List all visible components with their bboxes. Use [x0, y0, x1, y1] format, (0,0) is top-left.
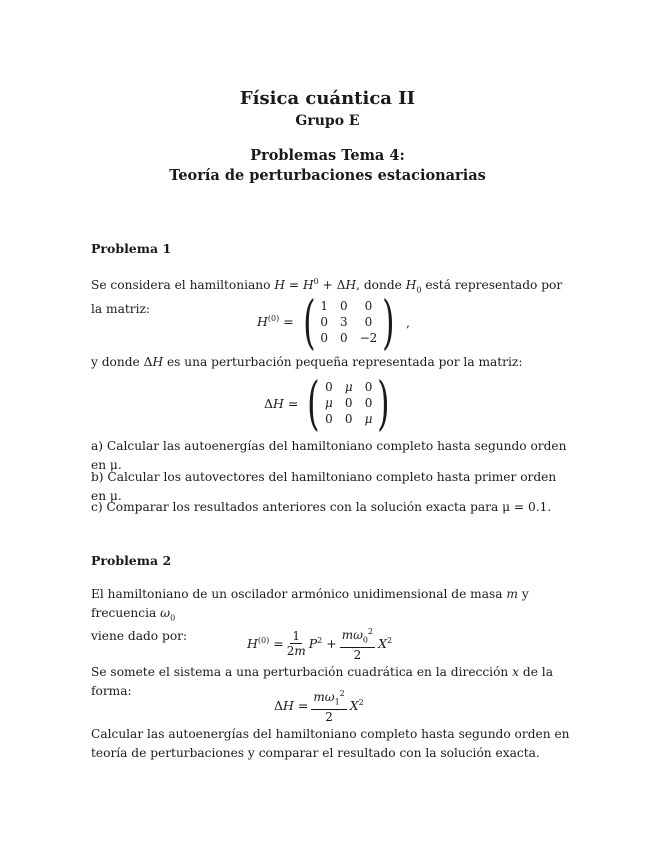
problem1-intro: Se considera el hamiltoniano $H = H^0 + \Delta H$, donde $H_0$ está representado por la matriz:	[91, 277, 563, 316]
matrix-cell: 0	[364, 299, 373, 313]
document-title: Física cuántica II	[239, 88, 416, 109]
matrix-cell: 0	[364, 380, 373, 394]
dh-matrix-equation: ΔH = ( 0 μ 0 μ 0 0 0 0 μ )	[264, 369, 391, 437]
problem2-mid: Se somete el sistema a una perturbación cuadrática en la dirección x de la forma:	[91, 665, 553, 698]
matrix-cell: −2	[359, 331, 378, 345]
matrix-cell: 0	[339, 299, 348, 313]
matrix-cell: 0	[320, 315, 328, 329]
problem1-item-c: c) Comparar los resultados anteriores con la solución exacta para μ = 0.1.	[91, 500, 552, 514]
problem2-heading: Problema 2	[91, 553, 172, 568]
matrix-cell: 0	[339, 331, 348, 345]
matrix-cell: 0	[344, 396, 353, 410]
matrix-cell: 0	[325, 380, 333, 394]
matrix-cell: 0	[364, 315, 373, 329]
h0-matrix	[320, 296, 377, 348]
oscillator-hamiltonian-equation: $H^{(0)}$ = $\frac{1}{2m}$ $P^2$ + $\frac{m\omega_0^2}{2}$ $X^2$	[247, 627, 393, 663]
problem1-heading: Problema 1	[91, 241, 172, 256]
problem1-item-b: b) Calcular los autovectores del hamiltoniano completo hasta primer orden en μ.	[91, 470, 557, 503]
group-label: Grupo E	[295, 113, 360, 129]
topic-heading-line1: Problemas Tema 4:	[250, 147, 405, 164]
matrix-cell: 0	[320, 331, 328, 345]
problem2-intro: El hamiltoniano de un oscilador armónico unidimensional de masa m y frecuencia $\omega_0$ viene dado por:	[91, 587, 529, 644]
h0-matrix-equation: $H^{(0)}$ = ( 1 0 0 0 3 0 0 0 −2 ) ,	[257, 288, 410, 356]
matrix-cell: μ	[364, 412, 373, 426]
topic-heading-line2: Teoría de perturbaciones estacionarias	[169, 167, 486, 184]
problem1-mid: y donde ΔH es una perturbación pequeña representada por la matriz:	[91, 355, 523, 369]
matrix-cell: 0	[325, 412, 333, 426]
matrix-cell: 0	[364, 396, 373, 410]
matrix-cell: 3	[339, 315, 348, 329]
problem1-item-a: a) Calcular las autoenergías del hamiltoniano completo hasta segundo orden en μ.	[91, 439, 567, 472]
matrix-cell: 1	[320, 299, 328, 313]
matrix-cell: μ	[325, 396, 333, 410]
perturbation-equation: ΔH = $\frac{m\omega_1^2}{2}$ $X^2$	[274, 689, 364, 725]
problem2-closing: Calcular las autoenergías del hamiltoniano completo hasta segundo orden en teoría de perturbaciones y comparar el resultado con la solución exacta.	[91, 727, 570, 760]
matrix-cell: 0	[344, 412, 353, 426]
dh-matrix	[325, 377, 372, 429]
matrix-cell: μ	[344, 380, 353, 394]
